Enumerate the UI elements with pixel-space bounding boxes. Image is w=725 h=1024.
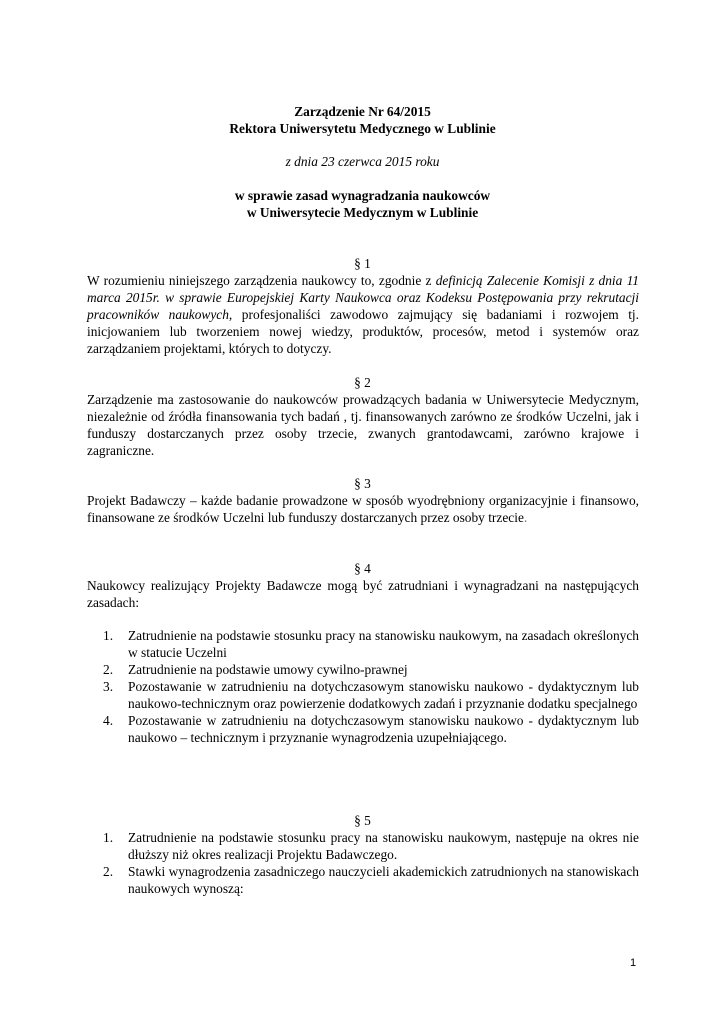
list-item: 3. Pozostawanie w zatrudnieniu na dotychczasowym stanowisku naukowo - dydaktycznym lub naukowo-technicznym oraz powierzenie dodatkowych zadań i przyznanie dodatku specjalnego [103, 679, 639, 711]
section-2-text: Zarządzenie ma zastosowanie do naukowców prowadzących badania w Uniwersytecie Medycznym, niezależnie od źródła finansowania tych badań , tj. finansowanych zarówno ze środków Uczelni, jak i funduszy dostarczanych przez osoby trzecie, zwanych grantodawcami, zarówno krajowe i zagraniczne. [87, 392, 639, 458]
document-title [0, 103, 725, 137]
section-1-definition: definicją Zalecenie Komisji z dnia 11 marca 2015r. w sprawie Europejskiej Karty Naukowca oraz Kodeksu Postępowania przy rekrutacji pracowników naukowych, [87, 273, 639, 322]
section-4-list [87, 627, 639, 746]
section-3-body: Projekt Badawczy – każde badanie prowadzone w sposób wyodrębniony organizacyjnie i finansowo, finansowane ze środków Uczelni lub funduszy dostarczanych przez osoby trzecie [87, 493, 639, 525]
list-item: 4. Pozostawanie w zatrudnieniu na dotychczasowym stanowisku naukowo - dydaktycznym lub naukowo – technicznym i przyznanie wynagrodzenia uzupełniającego. [103, 713, 639, 745]
section-5-heading: § 5 [354, 813, 371, 828]
title-line-1: Zarządzenie Nr 64/2015 [294, 104, 431, 119]
section-1-text [87, 272, 639, 357]
page-number: 1 [630, 957, 637, 969]
section-1-heading: § 1 [354, 256, 371, 271]
section-2-heading: § 2 [354, 375, 371, 390]
list-item: 1. Zatrudnienie na podstawie stosunku pracy na stanowisku naukowym, na zasadach określonych w statucie Uczelni [103, 628, 639, 660]
document-date: z dnia 23 czerwca 2015 roku [285, 154, 440, 169]
title-line-2: Rektora Uniwersytetu Medycznego w Lublinie [229, 121, 496, 136]
section-3-heading: § 3 [354, 476, 371, 491]
list-item: 2. Zatrudnienie na podstawie umowy cywilno-prawnej [103, 662, 408, 677]
section-4-intro: Naukowcy realizujący Projekty Badawcze mogą być zatrudniani i wynagradzani na następujących zasadach: [87, 578, 639, 610]
section-1-text-b: profesjonaliści zawodowo zajmujący się badaniami i rozwojem tj. inicjowaniem lub tworzeniem nowej wiedzy, produktów, procesów, metod i systemów oraz zarządzaniem projektami, których to dotyczy. [87, 307, 639, 356]
section-3-text [87, 492, 639, 526]
section-3-dot: . [523, 510, 528, 525]
document-subject [0, 187, 725, 221]
subject-line-2: w Uniwersytecie Medycznym w Lublinie [246, 205, 479, 220]
list-item: 1. Zatrudnienie na podstawie stosunku pracy na stanowisku naukowym, następuje na okres nie dłuższy niż okres realizacji Projektu Badawczego. [103, 830, 639, 862]
section-4-heading: § 4 [354, 561, 371, 576]
section-1-text-a: W rozumieniu niniejszego zarządzenia naukowcy to, zgodnie z [87, 273, 436, 288]
subject-line-1: w sprawie zasad wynagradzania naukowców [234, 188, 491, 203]
section-5-list [87, 829, 639, 897]
list-item: 2. Stawki wynagrodzenia zasadniczego nauczycieli akademickich zatrudnionych na stanowiskach naukowych wynoszą: [103, 864, 639, 896]
